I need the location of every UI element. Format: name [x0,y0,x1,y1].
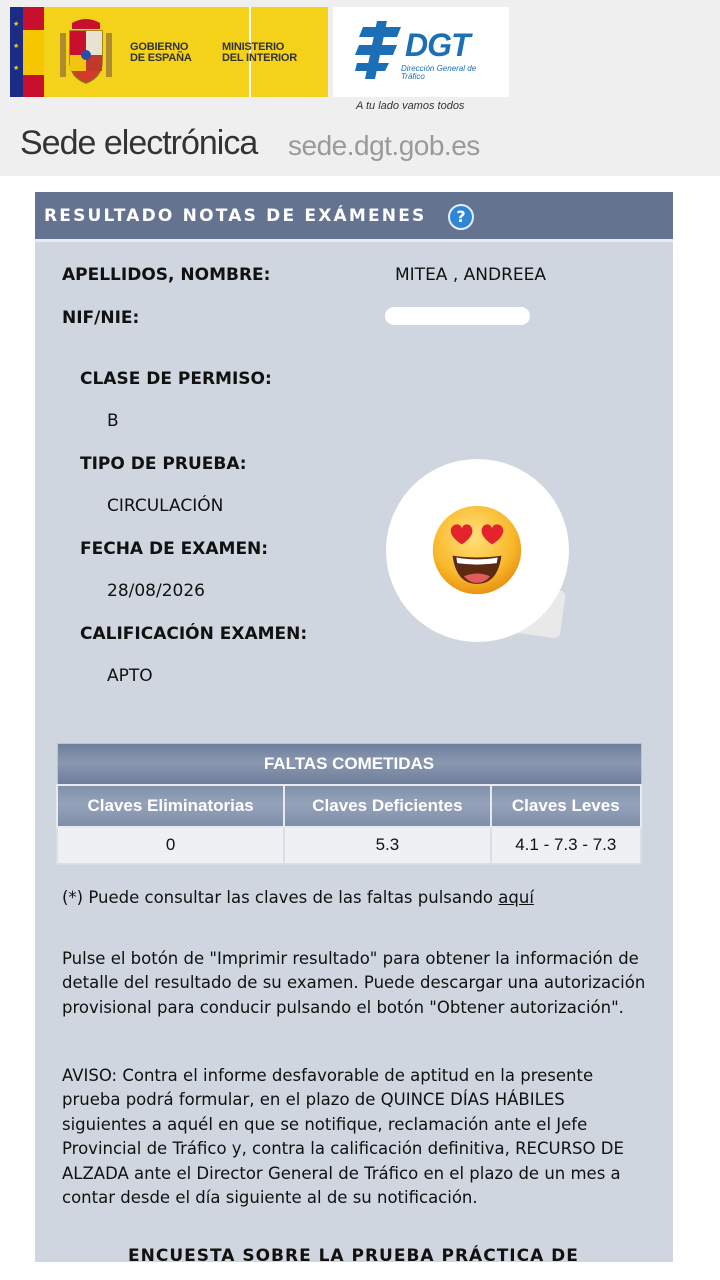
dgt-subtitle: Dirección General de Tráfico [401,64,477,81]
coat-of-arms-icon [56,15,116,89]
help-icon[interactable]: ? [448,204,474,230]
cell-deficientes: 5.3 [284,827,490,864]
permit-value: B [107,411,119,431]
permit-label: CLASE DE PERMISO: [80,369,272,389]
dgt-logo [333,7,509,97]
date-label: FECHA DE EXAMEN: [80,539,269,559]
panel-header [35,192,673,242]
grade-label: CALIFICACIÓN EXAMEN: [80,624,308,644]
consult-note [62,886,652,910]
spain-flag-icon: ★ ★ ★ [10,7,44,97]
dgt-slogan: A tu lado vamos todos [356,100,465,112]
grade-value: APTO [107,666,153,686]
test-type-label: TIPO DE PRUEBA: [80,454,247,474]
col-deficientes: Claves Deficientes [284,785,490,827]
consult-text: (*) Puede consultar las claves de las faltas pulsando [62,888,499,907]
cell-eliminatorias: 0 [57,827,284,864]
faults-table [56,743,642,865]
date-value: 28/08/2026 [107,581,205,601]
nif-redacted [385,307,530,325]
table-row [57,827,641,864]
consult-link[interactable]: aquí [498,888,534,907]
col-leves: Claves Leves [491,785,641,827]
results-panel [35,192,673,1262]
col-eliminatorias: Claves Eliminatorias [57,785,284,827]
site-header [0,0,720,176]
print-instructions: Pulse el botón de "Imprimir resultado" para obtener la información de detalle del resultado de su examen. Puede descargar una autorización provisional para conducir pulsando el botón "Obtener autorización". [62,949,646,1017]
gobierno-logo [44,7,328,97]
ministerio-text: MINISTERIO DEL INTERIOR [222,41,298,64]
cell-leves: 4.1 - 7.3 - 7.3 [491,827,641,864]
heart-eyes-emoji-icon [430,503,524,597]
site-url[interactable]: sede.dgt.gob.es [288,130,480,161]
faults-caption: FALTAS COMETIDAS [57,744,641,785]
site-title: Sede electrónica [20,124,258,162]
dgt-brand: DGT [405,27,470,63]
survey-heading: ENCUESTA SOBRE LA PRUEBA PRÁCTICA DE [128,1246,579,1262]
page-title: RESULTADO NOTAS DE EXÁMENES [44,206,427,226]
legal-notice: AVISO: Contra el informe desfavorable de aptitud en la presente prueba podrá formular, en el plazo de QUINCE DÍAS HÁBILES siguientes a aquél en que se notifique, reclamación ante el Jefe Provincial de Tráfico y, contra la calificación definitiva, RECURSO DE ALZADA ante el Director General de Tráfico en el plazo de un mes a contar desde el día siguiente al de su notificación. [62,1066,624,1208]
test-type-value: CIRCULACIÓN [107,496,224,516]
name-label: APELLIDOS, NOMBRE: [62,265,271,285]
nif-label: NIF/NIE: [62,308,140,328]
dgt-emblem-icon [355,21,407,81]
gobierno-text: GOBIERNO DE ESPAÑA [130,41,192,64]
name-value: MITEA , ANDREEA [395,265,547,285]
